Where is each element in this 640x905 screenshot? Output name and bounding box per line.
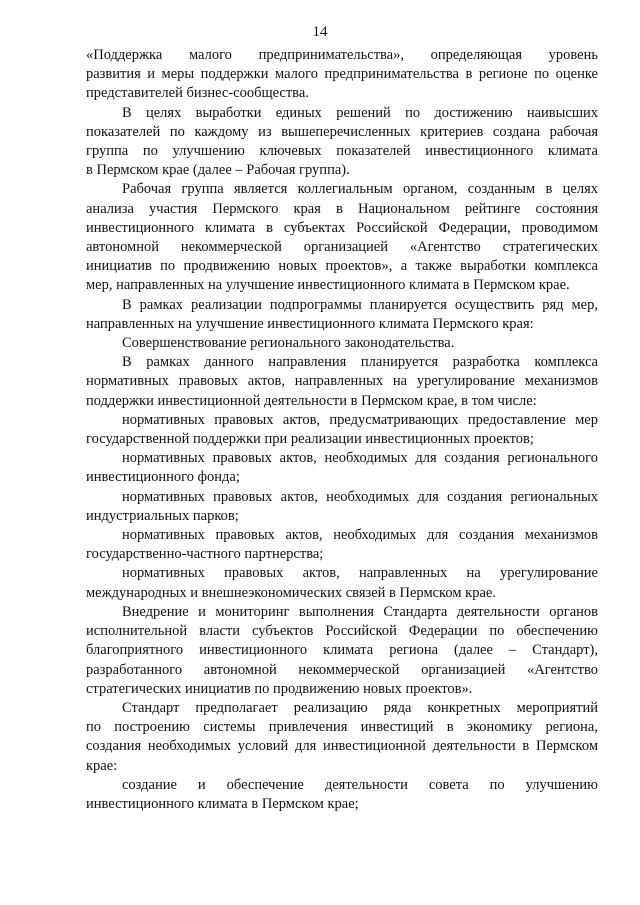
text-line: Внедрение и мониторинг выполнения Стандарта деятельности органов [122, 603, 598, 620]
text-line: инвестиционного климата в Пермском крае; [86, 795, 359, 812]
paragraph [86, 180, 598, 295]
text-line: по построению системы привлечения инвестиций в экономику региона, [86, 719, 598, 736]
text-line: благоприятного инвестиционного климата региона (далее – Стандарт), [86, 642, 598, 659]
page-number: 14 [312, 24, 328, 40]
text-line: создания необходимых условий для инвестиционной деятельности в Пермском [86, 738, 598, 755]
text-line: крае: [86, 757, 118, 774]
text-line: направленных на улучшение инвестиционного климата Пермского края: [86, 315, 534, 332]
text-line: развития и меры поддержки малого предпринимательства в регионе по оценке [86, 66, 598, 83]
paragraph [86, 526, 598, 564]
text-line: нормативных правовых актов, предусматривающих предоставление мер [122, 411, 598, 428]
text-line: группа по улучшению ключевых показателей инвестиционного климата [86, 143, 598, 160]
paragraph [86, 46, 598, 104]
text-line: нормативных правовых актов, необходимых для создания регионального [122, 450, 598, 467]
text-line: государственной поддержки при реализации инвестиционных проектов; [86, 431, 534, 448]
text-line: инвестиционного фонда; [86, 469, 240, 486]
text-line: исполнительной власти субъектов Российской Федерации по обеспечению [86, 623, 598, 640]
text-line: государственно-частного партнерства; [86, 546, 324, 563]
text-line: Совершенствование регионального законодательства. [122, 335, 455, 352]
text-line: Стандарт предполагает реализацию ряда конкретных мероприятий [122, 699, 598, 716]
paragraph [86, 411, 598, 449]
text-line: инициатив по продвижению новых проектов», а также выработки комплекса [86, 258, 598, 275]
text-line: мер, направленных на улучшение инвестиционного климата в Пермском крае. [86, 277, 570, 294]
text-line: международных и внешнеэкономических связей в Пермском крае. [86, 584, 496, 601]
paragraph [86, 776, 598, 814]
text-line: нормативных правовых актов, направленных на урегулирование [122, 565, 598, 582]
text-line: инвестиционного климата в субъектах Российской Федерации, проводимом [86, 219, 598, 236]
paragraph [86, 296, 598, 334]
paragraph [86, 564, 598, 602]
text-line: автономной некоммерческой организацией «Агентство стратегических [86, 239, 598, 256]
paragraph [86, 449, 598, 487]
text-line: создание и обеспечение деятельности совета по улучшению [122, 776, 598, 793]
text-line: В рамках данного направления планируется разработка комплекса [122, 354, 598, 371]
paragraph [86, 334, 598, 353]
text-line: нормативных правовых актов, необходимых для создания региональных [122, 488, 598, 505]
text-line: нормативных правовых актов, необходимых для создания механизмов [122, 527, 598, 544]
text-line: представителей бизнес-сообщества. [86, 85, 309, 102]
text-line: «Поддержка малого предпринимательства», определяющая уровень [86, 47, 598, 63]
text-line: анализа участия Пермского края в Национальном рейтинге состояния [86, 200, 598, 217]
text-line: Рабочая группа является коллегиальным органом, созданным в целях [122, 181, 598, 198]
paragraph [86, 488, 598, 526]
paragraph [86, 699, 598, 776]
text-line: индустриальных парков; [86, 507, 239, 524]
document-body [86, 46, 598, 814]
text-line: В целях выработки единых решений по достижению наивысших [122, 104, 598, 121]
paragraph [86, 104, 598, 181]
text-line: стратегических инициатив по продвижению новых проектов». [86, 680, 473, 697]
text-line: показателей по каждому из вышеперечисленных критериев создана рабочая [86, 123, 598, 140]
text-line: разработанного автономной некоммерческой организацией «Агентство [86, 661, 598, 678]
text-line: В рамках реализации подпрограммы планируется осуществить ряд мер, [122, 296, 598, 313]
text-line: нормативных правовых актов, направленных на урегулирование механизмов [86, 373, 598, 390]
paragraph [86, 603, 598, 699]
text-line: в Пермском крае (далее – Рабочая группа). [86, 162, 350, 179]
text-line: поддержки инвестиционной деятельности в Пермском крае, в том числе: [86, 392, 537, 409]
paragraph [86, 353, 598, 411]
